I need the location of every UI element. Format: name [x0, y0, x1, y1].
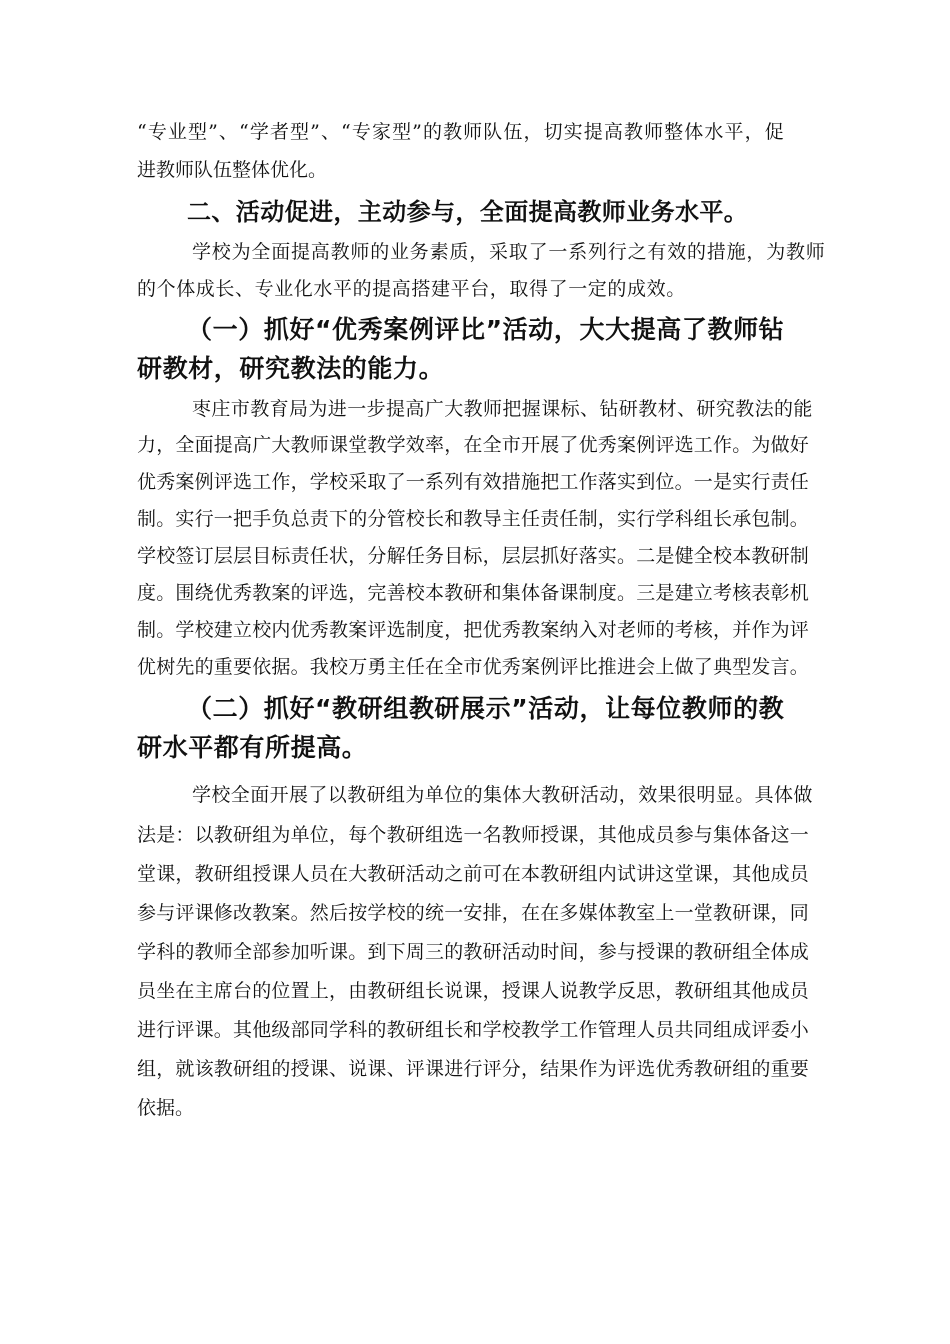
- paragraph-line: 学校全面开展了以教研组为单位的集体大教研活动，效果很明显。具体做: [192, 784, 813, 806]
- paragraph-line: “专业型”、“学者型”、“专家型”的教师队伍，切实提高教师整体水平，促: [137, 121, 785, 143]
- paragraph-line: 依据。: [137, 1097, 195, 1119]
- subsection-heading: （一）抓好“优秀案例评比”活动，大大提高了教师钻: [187, 315, 785, 344]
- subsection-heading: （二）抓好“教研组教研展示”活动，让每位教师的教: [187, 694, 785, 723]
- paragraph-line: 法是：以教研组为单位，每个教研组选一名教师授课，其他成员参与集体备这一: [137, 824, 810, 846]
- paragraph-line: 进教师队伍整体优化。: [137, 159, 328, 181]
- paragraph-line: 学校为全面提高教师的业务素质，采取了一系列行之有效的措施，为教师: [192, 241, 826, 263]
- paragraph-line: 度。围绕优秀教案的评选，完善校本教研和集体备课制度。三是建立考核表彰机: [137, 582, 810, 604]
- paragraph-line: 参与评课修改教案。然后按学校的统一安排，在在多媒体教室上一堂教研课，同: [137, 902, 810, 924]
- paragraph-line: 力，全面提高广大教师课堂教学效率，在全市开展了优秀案例评选工作。为做好: [137, 434, 810, 456]
- paragraph-line: 枣庄市教育局为进一步提高广大教师把握课标、钻研教材、研究教法的能: [192, 398, 813, 420]
- paragraph-line: 优秀案例评选工作，学校采取了一系列有效措施把工作落实到位。一是实行责任: [137, 471, 810, 493]
- paragraph-line: 的个体成长、专业化水平的提高搭建平台，取得了一定的成效。: [137, 278, 686, 300]
- paragraph-line: 学科的教师全部参加听课。到下周三的教研活动时间，参与授课的教研组全体成: [137, 941, 810, 963]
- paragraph-line: 学校签订层层目标责任状，分解任务目标，层层抓好落实。二是健全校本教研制: [137, 545, 810, 567]
- paragraph-line: 制。实行一把手负总责下的分管校长和教导主任责任制，实行学科组长承包制。: [137, 508, 810, 530]
- paragraph-line: 堂课，教研组授课人员在大教研活动之前可在本教研组内试讲这堂课，其他成员: [137, 863, 810, 885]
- paragraph-line: 组，就该教研组的授课、说课、评课进行评分，结果作为评选优秀教研组的重要: [137, 1058, 810, 1080]
- subsection-heading: 研水平都有所提高。: [137, 733, 368, 762]
- paragraph-line: 制。学校建立校内优秀教案评选制度，把优秀教案纳入对老师的考核，并作为评: [137, 619, 810, 641]
- subsection-heading: 研教材，研究教法的能力。: [137, 354, 445, 383]
- section-heading: 二、活动促进，主动参与，全面提高教师业务水平。: [187, 198, 749, 226]
- paragraph-line: 优树先的重要依据。我校万勇主任在全市优秀案例评比推进会上做了典型发言。: [137, 656, 810, 678]
- paragraph-line: 进行评课。其他级部同学科的教研组长和学校教学工作管理人员共同组成评委小: [137, 1019, 810, 1041]
- paragraph-line: 员坐在主席台的位置上，由教研组长说课，授课人说教学反思，教研组其他成员: [137, 980, 810, 1002]
